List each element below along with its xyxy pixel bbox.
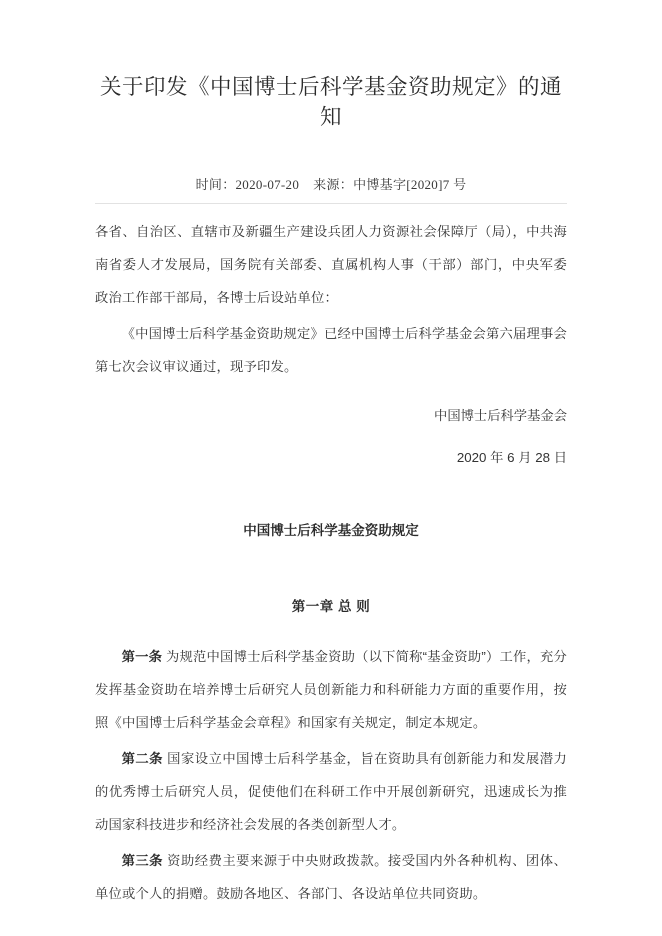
article-item	[95, 739, 567, 841]
article-label: 第二条	[121, 750, 163, 766]
page-title: 关于印发《中国博士后科学基金资助规定》的通知	[99, 75, 562, 130]
meta-source-label: 来源：	[313, 177, 354, 193]
regulation-title-heading: 中国博士后科学基金资助规定	[243, 523, 419, 539]
signature-date: 2020 年 6 月 28 日	[456, 450, 567, 466]
meta-time-label: 时间：	[195, 177, 236, 193]
addressee-paragraph: 各省、自治区、直辖市及新疆生产建设兵团人力资源社会保障厅（局），中共海南省委人才发展局，国务院有关部委、直属机构人事（干部）部门，中央军委政治工作部干部局，各博士后设站单位：	[95, 224, 567, 306]
notice-body-paragraph: 《中国博士后科学基金资助规定》已经中国博士后科学基金会第六届理事会第七次会议审议通过，现予印发。	[95, 326, 567, 375]
article-item	[95, 640, 567, 739]
document-meta	[95, 132, 567, 193]
meta-source-value: 中博基字[2020]7 号	[353, 177, 467, 193]
signature-organization: 中国博士后科学基金会	[434, 408, 567, 424]
article-text: 国家设立中国博士后科学基金，旨在资助具有创新能力和发展潜力的优秀博士后研究人员，促使他们在科研工作中开展创新研究，迅速成长为推动国家科技进步和经济社会发展的各类创新型人才。	[95, 750, 567, 832]
meta-time-value: 2020-07-20	[235, 177, 300, 193]
signature-block	[95, 383, 567, 474]
chapter-heading: 第一章 总 则	[291, 599, 371, 615]
article-item	[95, 841, 567, 910]
articles-list	[95, 618, 567, 910]
article-text: 为规范中国博士后科学基金资助（以下简称“基金资助”）工作，充分发挥基金资助在培养博士后研究人员创新能力和科研能力方面的重要作用，按照《中国博士后科学基金会章程》和国家有关规定，制定本规定。	[95, 648, 567, 730]
article-text: 资助经费主要来源于中央财政拨款。接受国内外各种机构、团体、单位或个人的捐赠。鼓励各地区、各部门、各设站单位共同资助。	[95, 852, 567, 901]
article-label: 第一条	[121, 648, 163, 664]
article-label: 第三条	[121, 852, 163, 868]
